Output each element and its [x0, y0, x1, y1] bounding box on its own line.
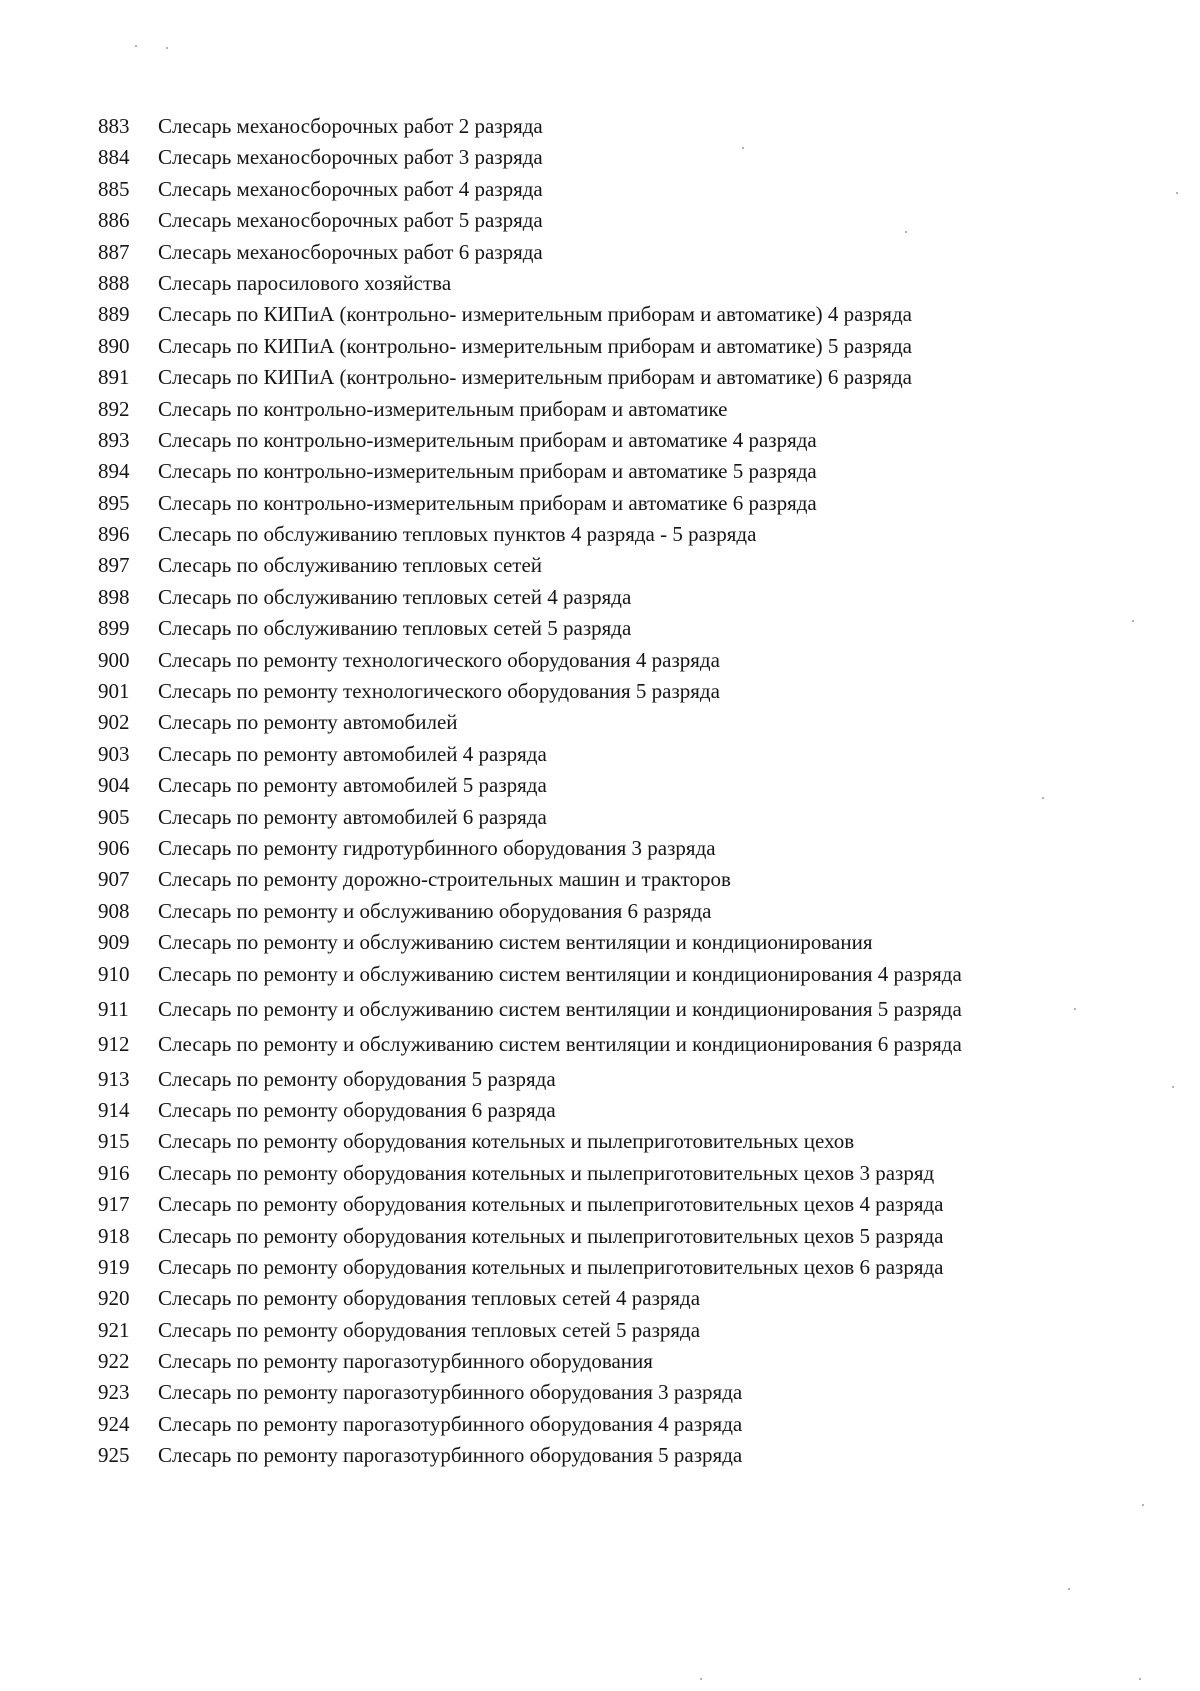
entry-text: Слесарь по ремонту парогазотурбинного оборудования 5 разряда — [158, 1443, 743, 1468]
entry-text: Слесарь паросилового хозяйства — [158, 270, 452, 295]
list-item — [98, 112, 1098, 141]
entry-text: Слесарь по ремонту автомобилей 6 разряда — [158, 804, 547, 829]
list-item — [98, 332, 1098, 361]
entry-text: Слесарь по ремонту парогазотурбинного оборудования 4 разряда — [158, 1411, 743, 1436]
entry-number: 921 — [98, 1317, 130, 1342]
entry-number: 914 — [98, 1097, 130, 1122]
entry-number: 922 — [98, 1349, 130, 1374]
entry-text: Слесарь по ремонту технологического оборудования 4 разряда — [158, 647, 720, 672]
entry-text: Слесарь по ремонту парогазотурбинного оборудования 3 разряда — [158, 1380, 743, 1405]
scan-speck — [1172, 1086, 1174, 1088]
entry-text: Слесарь по ремонту дорожно-строительных машин и тракторов — [158, 867, 731, 892]
entry-number: 902 — [98, 710, 130, 735]
entry-number: 900 — [98, 647, 130, 672]
entry-text: Слесарь по контрольно-измерительным приборам и автоматике 6 разряда — [158, 490, 817, 515]
profession-list — [98, 112, 1098, 1473]
entry-number: 891 — [98, 365, 130, 390]
entry-text: Слесарь по контрольно-измерительным приборам и автоматике 4 разряда — [158, 427, 817, 452]
list-item — [98, 143, 1098, 172]
entry-number: 911 — [98, 996, 129, 1021]
list-item — [98, 1190, 1098, 1219]
entry-number: 905 — [98, 804, 130, 829]
entry-text: Слесарь по ремонту и обслуживанию систем вентиляции и кондиционирования 6 разряда — [158, 1031, 962, 1056]
entry-number: 887 — [98, 239, 130, 264]
list-item — [98, 1441, 1098, 1470]
entry-text: Слесарь по ремонту оборудования тепловых сетей 5 разряда — [158, 1317, 701, 1342]
list-item — [98, 865, 1098, 894]
list-item — [98, 834, 1098, 863]
scan-speck — [1132, 620, 1134, 622]
scan-speck — [135, 45, 137, 47]
list-item — [98, 175, 1098, 204]
scan-speck — [1142, 1504, 1144, 1506]
list-item — [98, 803, 1098, 832]
entry-text: Слесарь по обслуживанию тепловых сетей 4 разряда — [158, 584, 632, 609]
entry-number: 904 — [98, 773, 130, 798]
list-item — [98, 1127, 1098, 1156]
list-item — [98, 1410, 1098, 1439]
scan-speck — [1139, 1678, 1141, 1680]
list-item — [98, 269, 1098, 298]
list-item — [98, 426, 1098, 455]
entry-number: 893 — [98, 427, 130, 452]
list-item — [98, 995, 1098, 1024]
entry-text: Слесарь по КИПиА (контрольно- измерительным приборам и автоматике) 6 разряда — [158, 365, 912, 390]
entry-number: 906 — [98, 835, 130, 860]
list-item — [98, 928, 1098, 957]
entry-number: 915 — [98, 1129, 130, 1154]
entry-number: 890 — [98, 333, 130, 358]
entry-number: 901 — [98, 679, 130, 704]
entry-number: 883 — [98, 114, 130, 138]
entry-number: 916 — [98, 1160, 130, 1185]
list-item — [98, 457, 1098, 486]
entry-number: 889 — [98, 302, 130, 327]
entry-text: Слесарь по ремонту оборудования котельных и пылеприготовительных цехов — [158, 1129, 855, 1154]
entry-text: Слесарь по ремонту оборудования котельных и пылеприготовительных цехов 6 разряда — [158, 1254, 944, 1279]
entry-number: 898 — [98, 584, 130, 609]
scan-speck — [1042, 797, 1044, 799]
entry-text: Слесарь по контрольно-измерительным приборам и автоматике 5 разряда — [158, 459, 817, 484]
entry-text: Слесарь по ремонту оборудования 6 разряда — [158, 1097, 556, 1122]
entry-text: Слесарь по ремонту оборудования 5 разряда — [158, 1066, 556, 1091]
entry-text: Слесарь по ремонту и обслуживанию систем вентиляции и кондиционирования 4 разряда — [158, 961, 962, 986]
entry-number: 918 — [98, 1223, 130, 1248]
entry-text: Слесарь механосборочных работ 2 разряда — [158, 114, 543, 138]
list-item — [98, 740, 1098, 769]
entry-text: Слесарь по ремонту технологического оборудования 5 разряда — [158, 679, 720, 704]
entry-number: 885 — [98, 176, 130, 201]
list-item — [98, 1096, 1098, 1125]
list-item — [98, 206, 1098, 235]
entry-number: 888 — [98, 270, 130, 295]
list-item — [98, 646, 1098, 675]
entry-number: 894 — [98, 459, 130, 484]
entry-text: Слесарь механосборочных работ 6 разряда — [158, 239, 543, 264]
entry-number: 895 — [98, 490, 130, 515]
entry-text: Слесарь по ремонту оборудования котельных и пылеприготовительных цехов 3 разряд — [158, 1160, 935, 1185]
entry-number: 886 — [98, 208, 130, 233]
entry-text: Слесарь механосборочных работ 3 разряда — [158, 145, 543, 170]
entry-number: 908 — [98, 898, 130, 923]
entry-text: Слесарь по ремонту автомобилей — [158, 710, 458, 735]
entry-text: Слесарь по обслуживанию тепловых сетей — [158, 553, 542, 578]
entry-number: 925 — [98, 1443, 130, 1468]
entry-number: 923 — [98, 1380, 130, 1405]
entry-number: 896 — [98, 522, 130, 547]
list-item — [98, 1347, 1098, 1376]
list-item — [98, 1159, 1098, 1188]
entry-text: Слесарь по ремонту автомобилей 5 разряда — [158, 773, 547, 798]
list-item — [98, 1065, 1098, 1094]
entry-number: 909 — [98, 930, 130, 955]
list-item — [98, 771, 1098, 800]
entry-text: Слесарь по ремонту оборудования тепловых сетей 4 разряда — [158, 1286, 701, 1311]
entry-number: 919 — [98, 1254, 130, 1279]
list-item — [98, 1316, 1098, 1345]
entry-number: 903 — [98, 741, 130, 766]
entry-text: Слесарь по обслуживанию тепловых пунктов 4 разряда - 5 разряда — [158, 522, 757, 547]
list-item — [98, 1284, 1098, 1313]
list-item — [98, 1222, 1098, 1251]
list-item — [98, 520, 1098, 549]
entry-number: 910 — [98, 961, 130, 986]
entry-number: 912 — [98, 1031, 130, 1056]
entry-text: Слесарь по ремонту автомобилей 4 разряда — [158, 741, 547, 766]
entry-text: Слесарь по контрольно-измерительным приборам и автоматике — [158, 396, 728, 421]
list-item — [98, 551, 1098, 580]
scan-speck — [1176, 192, 1178, 194]
scan-speck — [700, 1678, 702, 1680]
list-item — [98, 489, 1098, 518]
entry-number: 913 — [98, 1066, 130, 1091]
list-item — [98, 583, 1098, 612]
entry-number: 884 — [98, 145, 130, 170]
entry-number: 892 — [98, 396, 130, 421]
entry-text: Слесарь по КИПиА (контрольно- измерительным приборам и автоматике) 5 разряда — [158, 333, 912, 358]
entry-text: Слесарь механосборочных работ 5 разряда — [158, 208, 543, 233]
list-item — [98, 614, 1098, 643]
list-item — [98, 1030, 1098, 1059]
entry-text: Слесарь по ремонту гидротурбинного оборудования 3 разряда — [158, 835, 716, 860]
entry-number: 899 — [98, 616, 130, 641]
list-item — [98, 897, 1098, 926]
scan-speck — [905, 231, 907, 233]
list-item — [98, 960, 1098, 989]
entry-number: 917 — [98, 1192, 130, 1217]
list-item — [98, 677, 1098, 706]
entry-text: Слесарь по ремонту парогазотурбинного оборудования — [158, 1349, 653, 1374]
entry-text: Слесарь по ремонту и обслуживанию систем вентиляции и кондиционирования 5 разряда — [158, 996, 962, 1021]
list-item — [98, 708, 1098, 737]
scan-speck — [166, 47, 168, 49]
entry-number: 897 — [98, 553, 130, 578]
list-item — [98, 238, 1098, 267]
scan-speck — [1074, 1008, 1076, 1010]
entry-text: Слесарь по ремонту оборудования котельных и пылеприготовительных цехов 4 разряда — [158, 1192, 944, 1217]
list-item — [98, 300, 1098, 329]
entry-text: Слесарь механосборочных работ 4 разряда — [158, 176, 543, 201]
entry-number: 924 — [98, 1411, 130, 1436]
scan-speck — [1068, 1588, 1070, 1590]
list-item — [98, 1378, 1098, 1407]
entry-text: Слесарь по обслуживанию тепловых сетей 5 разряда — [158, 616, 632, 641]
list-item — [98, 363, 1098, 392]
entry-text: Слесарь по КИПиА (контрольно- измерительным приборам и автоматике) 4 разряда — [158, 302, 912, 327]
entry-number: 920 — [98, 1286, 130, 1311]
entry-text: Слесарь по ремонту и обслуживанию систем вентиляции и кондиционирования — [158, 930, 873, 955]
list-item — [98, 1253, 1098, 1282]
list-item — [98, 395, 1098, 424]
entry-number: 907 — [98, 867, 130, 892]
scan-speck — [742, 147, 744, 149]
entry-text: Слесарь по ремонту оборудования котельных и пылеприготовительных цехов 5 разряда — [158, 1223, 944, 1248]
entry-text: Слесарь по ремонту и обслуживанию оборудования 6 разряда — [158, 898, 712, 923]
